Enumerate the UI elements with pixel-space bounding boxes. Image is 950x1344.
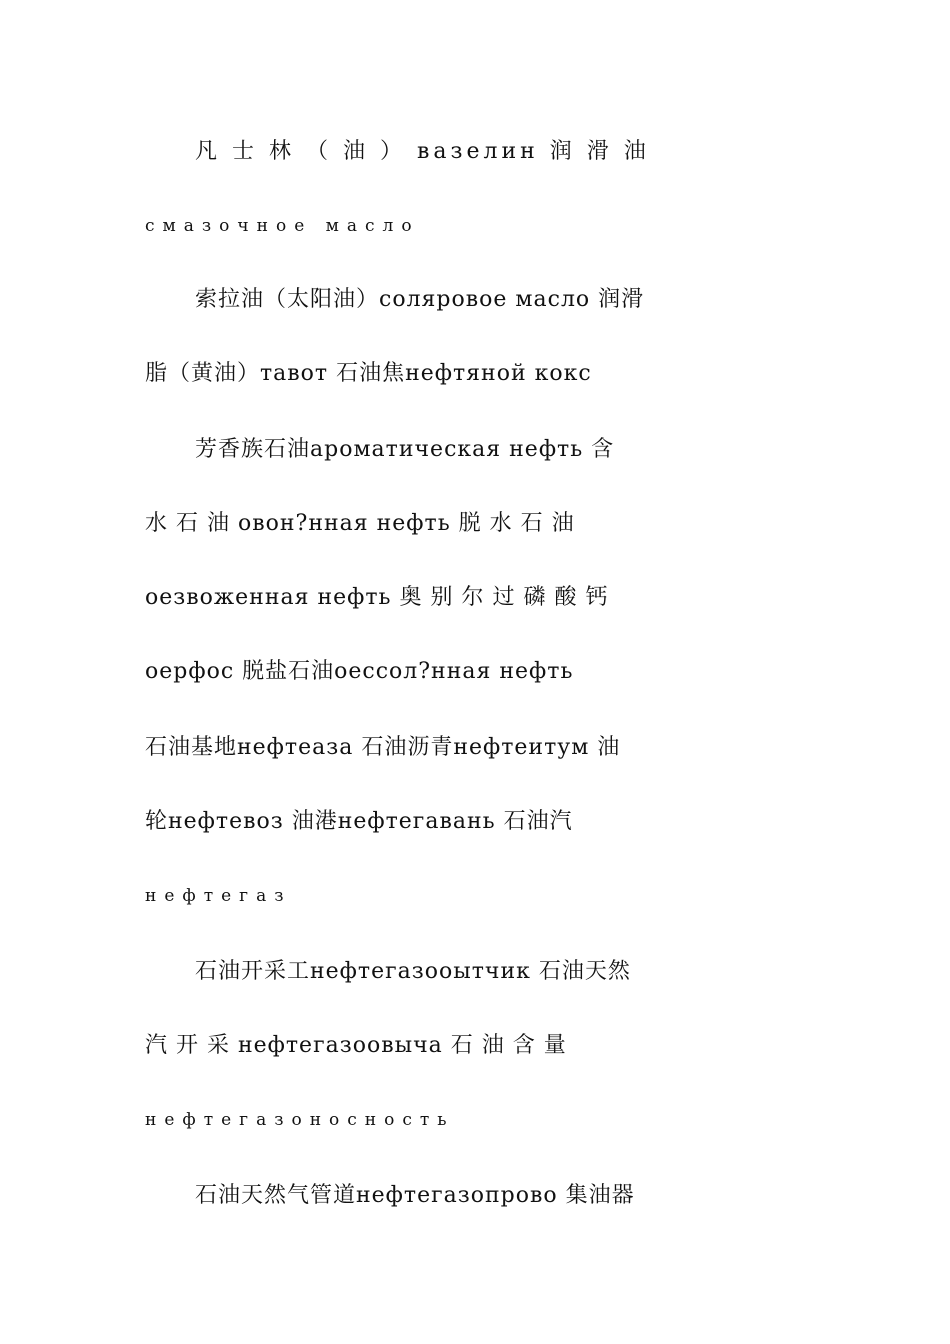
text-line-14: нефтегазоносность bbox=[145, 1110, 455, 1130]
text-line-11: нефтегаз bbox=[145, 886, 292, 906]
text-line-15: 石油天然气管道нефтегазопрово 集油器 bbox=[195, 1183, 635, 1208]
text-line-7: оезвоженная нефть 奥 别 尔 过 磷 酸 钙 bbox=[145, 585, 609, 610]
text-line-8: оерфос 脱盐石油оессол?нная нефть bbox=[145, 659, 574, 684]
text-line-6: 水 石 油 овон?нная нефть 脱 水 石 油 bbox=[145, 511, 575, 536]
text-line-1: 凡 士 林 （ 油 ） вазелин 润 滑 油 bbox=[195, 139, 650, 164]
text-line-10: 轮нефтевоз 油港нефтегавань 石油汽 bbox=[145, 809, 573, 834]
text-line-2: смазочное масло bbox=[145, 216, 420, 236]
text-line-5: 芳香族石油ароматическая нефть 含 bbox=[195, 437, 615, 462]
text-line-13: 汽 开 采 нефтегазоовыча 石 油 含 量 bbox=[145, 1033, 567, 1058]
text-line-4: 脂（黄油）тавот 石油焦нефтяной кокс bbox=[145, 361, 592, 386]
text-line-9: 石油基地нефтеаза 石油沥青нефтеитум 油 bbox=[145, 735, 621, 760]
text-line-12: 石油开采工нефтегазооытчик 石油天然 bbox=[195, 959, 631, 984]
text-line-3: 索拉油（太阳油）соляровое масло 润滑 bbox=[195, 287, 645, 312]
